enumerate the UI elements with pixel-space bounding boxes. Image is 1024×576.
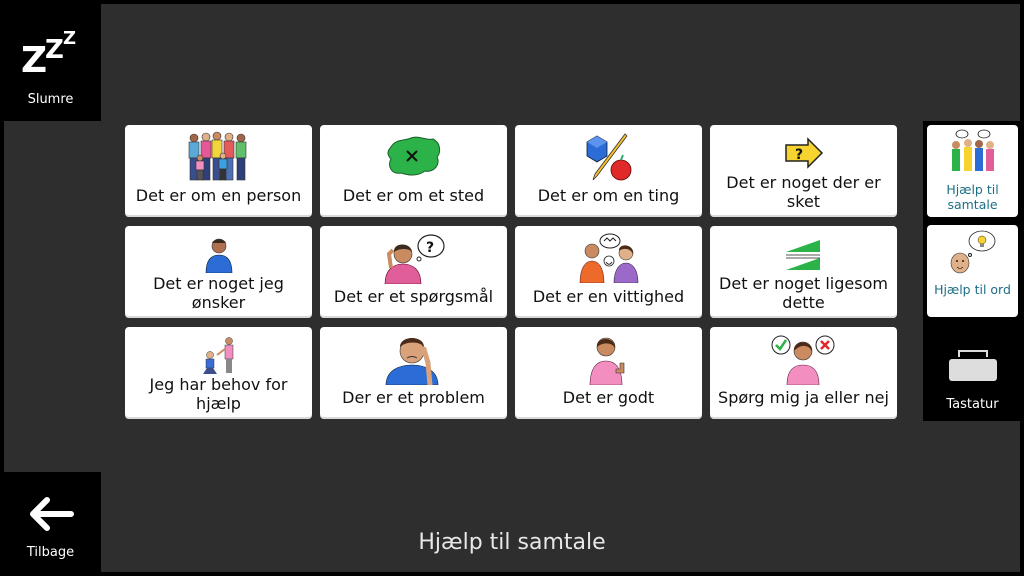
back-button[interactable] <box>0 472 101 576</box>
tile-label: Det er et spørgsmål <box>333 286 494 306</box>
person-thumbs-up-icon <box>588 333 630 385</box>
tile-label: Spørg mig ja eller nej <box>718 387 889 407</box>
similar-shapes-icon <box>784 238 824 272</box>
tile-help[interactable] <box>125 327 312 419</box>
tile-thing[interactable] <box>515 125 702 217</box>
tile-person[interactable] <box>125 125 312 217</box>
keyboard-label: Tastatur <box>946 397 999 412</box>
tile-label: Det er noget jeg ønsker <box>153 274 284 312</box>
helping-people-icon <box>199 337 239 375</box>
tile-label: Der er et problem <box>342 387 485 407</box>
arrow-left-icon <box>27 496 75 532</box>
tile-label: Det er om en ting <box>537 185 680 205</box>
people-group-icon <box>186 130 252 184</box>
svg-text:Z: Z <box>44 35 64 65</box>
keyboard-icon <box>949 345 997 383</box>
page-title: Hjælp til samtale <box>418 530 606 555</box>
tile-place[interactable] <box>320 125 507 217</box>
tile-label: Jeg har behov for hjælp <box>149 375 288 413</box>
map-place-icon <box>385 135 443 179</box>
objects-icon <box>583 132 635 182</box>
svg-text:?: ? <box>794 147 803 163</box>
tile-joke[interactable] <box>515 226 702 318</box>
svg-text:?: ? <box>425 240 434 256</box>
tile-label: Det er om et sted <box>342 185 485 205</box>
word-help-label: Hjælp til ord <box>934 282 1011 297</box>
tile-label: Det er godt <box>562 387 655 407</box>
tile-wish[interactable] <box>125 226 312 318</box>
person-problem-icon <box>382 333 446 385</box>
keyboard-button[interactable] <box>927 325 1018 417</box>
tile-question[interactable] <box>320 226 507 318</box>
sleep-button[interactable] <box>0 0 101 121</box>
tile-yes-no[interactable] <box>710 327 897 419</box>
tile-happened[interactable] <box>710 125 897 217</box>
conversation-group-icon <box>948 129 998 173</box>
person-wish-icon <box>204 237 234 273</box>
svg-text:Z: Z <box>20 40 47 74</box>
idea-head-icon <box>948 229 998 275</box>
tile-label: Det er noget der er sket <box>726 173 881 211</box>
arrow-question-icon <box>784 137 824 171</box>
word-help-button[interactable] <box>927 225 1018 317</box>
tile-good[interactable] <box>515 327 702 419</box>
phrase-grid <box>125 125 897 419</box>
tile-label: Det er om en person <box>135 185 302 205</box>
tile-label: Det er en vittighed <box>532 286 685 306</box>
person-thinking-question-icon <box>381 232 447 284</box>
tile-label: Det er noget ligesom dette <box>719 274 888 312</box>
right-panel <box>923 121 1024 421</box>
tile-similar[interactable] <box>710 226 897 318</box>
conversation-help-label: Hjælp til samtale <box>946 182 999 212</box>
yes-no-icon <box>771 333 837 385</box>
conversation-help-button[interactable] <box>927 125 1018 217</box>
zzz-icon <box>21 22 81 74</box>
sleep-label: Slumre <box>27 92 74 107</box>
tile-problem[interactable] <box>320 327 507 419</box>
back-label: Tilbage <box>26 545 75 560</box>
svg-text:Z: Z <box>62 28 76 49</box>
people-laughing-icon <box>578 233 640 283</box>
